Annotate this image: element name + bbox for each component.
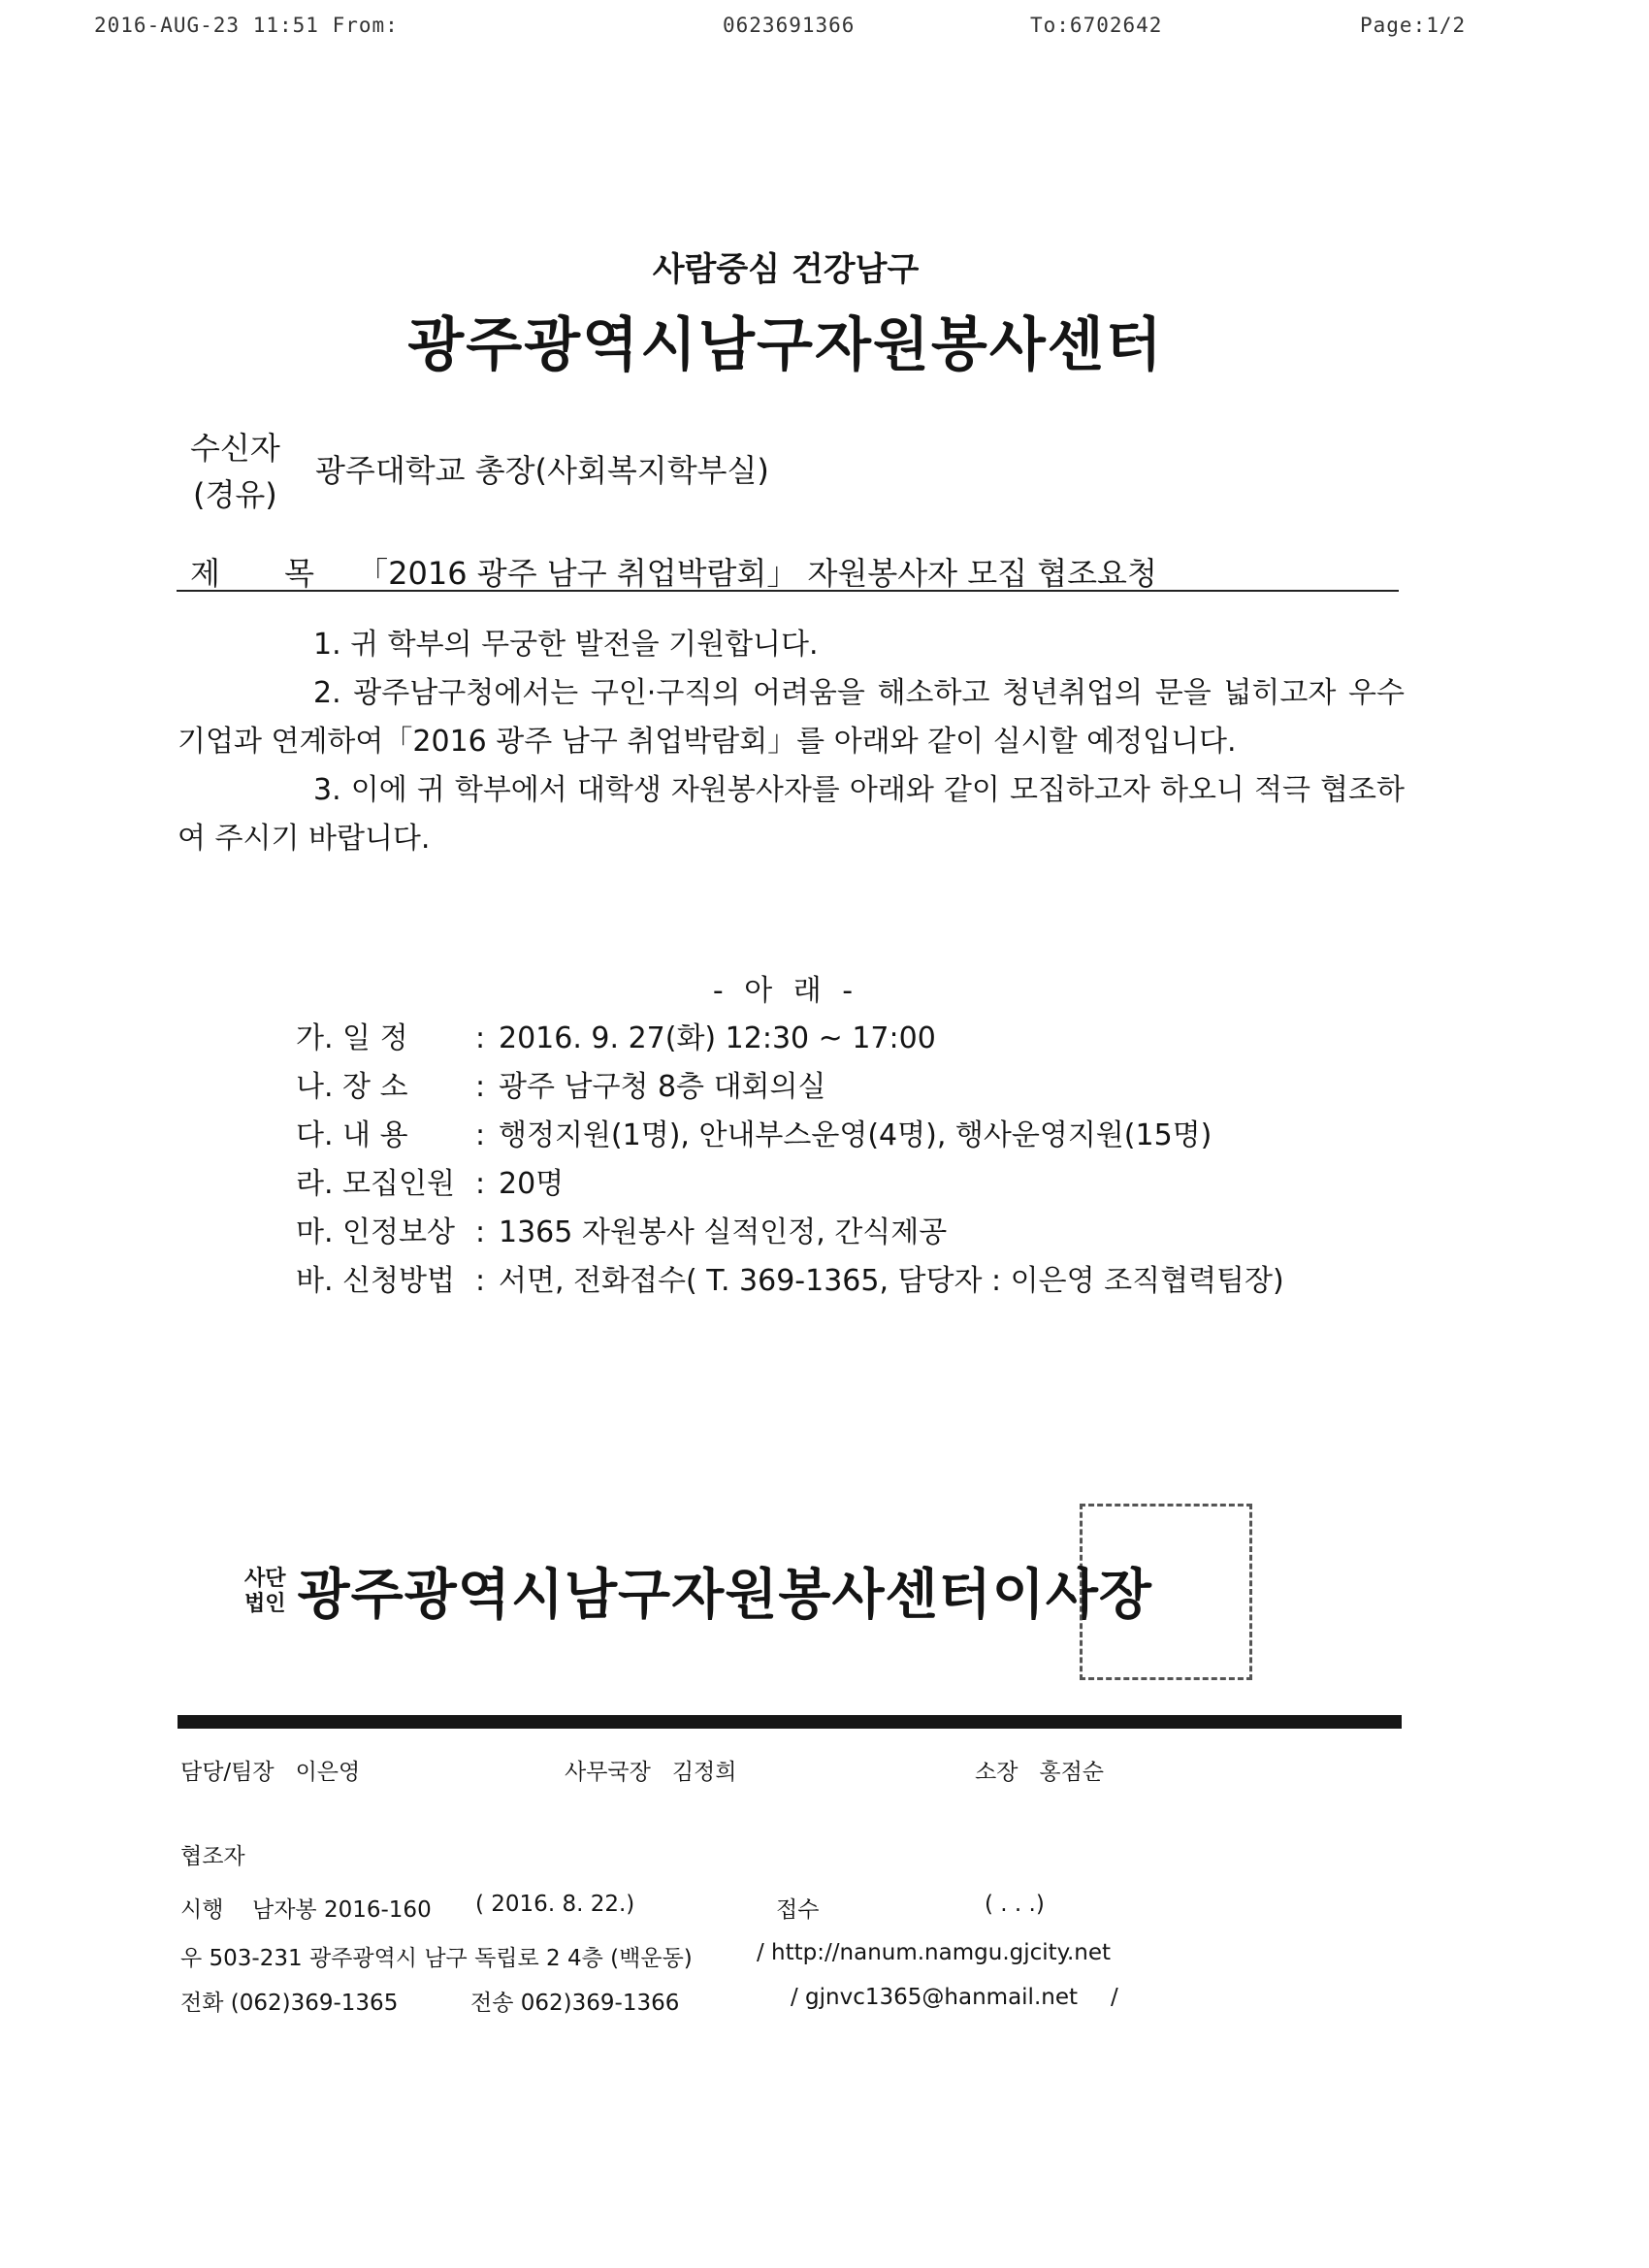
exec-number: 남자봉 2016-160 [252, 1897, 432, 1923]
subject-label: 제 목 [190, 555, 341, 592]
recipient-value: 광주대학교 총장(사회복지학부실) [315, 452, 769, 489]
signature-block [0, 1552, 1397, 1630]
fax-to: To:6702642 [1030, 14, 1163, 37]
fax-from-number: 0623691366 [723, 14, 856, 37]
body-paragraph-3: 3. 이에 귀 학부에서 대학생 자원봉사자를 아래와 같이 모집하고자 하오니 적극 협조하여 주시기 바랍니다. [178, 773, 1405, 856]
fax-datetime: 2016-AUG-23 11:51 From: [94, 14, 399, 37]
footer-rule [178, 1715, 1402, 1729]
subject-underline [177, 590, 1399, 592]
notice-item: 나. 장 소 : 광주 남구청 8층 대회의실 [296, 1070, 826, 1104]
receipt-value: ( . . .) [985, 1892, 1045, 1917]
notice-item: 라. 모집인원 : 20명 [296, 1167, 565, 1201]
body-paragraph-1: 1. 귀 학부의 무궁한 발전을 기원합니다. [313, 628, 819, 662]
notice-item: 바. 신청방법 : 서면, 전화접수( T. 369-1365, 담당자 : 이은영 조직협력팀장) [296, 1264, 1284, 1298]
receipt-label: 접수 [776, 1897, 820, 1923]
org-type: 사단 법인 [243, 1566, 286, 1616]
notice-item: 다. 내 용 : 행정지원(1명), 안내부스운영(4명), 행사운영지원(15명) [296, 1118, 1212, 1152]
notice-item: 가. 일 정 : 2016. 9. 27(화) 12:30 ~ 17:00 [296, 1021, 936, 1055]
body-paragraph-2: 2. 광주남구청에서는 구인·구직의 어려움을 해소하고 청년취업의 문을 넓히고자 우수기업과 연계하여「2016 광주 남구 취업박람회」를 아래와 같이 실시할 예정입니다. [178, 676, 1405, 759]
staff-1: 담당/팀장 이은영 [180, 1760, 361, 1785]
notice-heading: - 아 래 - [712, 974, 859, 1008]
website: / http://nanum.namgu.gjcity.net [757, 1940, 1112, 1965]
staff-2: 사무국장 김정희 [565, 1760, 737, 1785]
email: / gjnvc1365@hanmail.net [791, 1985, 1079, 2010]
signatory: 광주광역시남구자원봉사센터이사장 [297, 1563, 1153, 1627]
address: 우 503-231 광주광역시 남구 독립로 2 4층 (백운동) [180, 1946, 693, 1971]
exec-label: 시행 [180, 1897, 224, 1923]
recipient-label: 수신자 (경유) [190, 430, 280, 513]
phone: 전화 (062)369-1365 [180, 1991, 399, 2016]
org-title: 광주광역시남구자원봉사센터 [407, 311, 1164, 379]
notice-items [296, 1015, 1284, 1306]
trailing-slash: / [1111, 1985, 1118, 2010]
notice-item: 마. 인정보상 : 1365 자원봉사 실적인정, 간식제공 [296, 1215, 948, 1249]
exec-date: ( 2016. 8. 22.) [475, 1892, 635, 1917]
subject-value: 「2016 광주 남구 취업박람회」 자원봉사자 모집 협조요청 [357, 555, 1157, 592]
fax-page: Page:1/2 [1360, 14, 1467, 37]
fax-number: 전송 062)369-1366 [470, 1991, 680, 2016]
cooperator-label: 협조자 [180, 1844, 245, 1869]
staff-3: 소장 홍점순 [975, 1760, 1105, 1785]
subject-row [190, 549, 1157, 594]
slogan: 사람중심 건강남구 [652, 250, 920, 289]
letter-body [178, 621, 1405, 863]
